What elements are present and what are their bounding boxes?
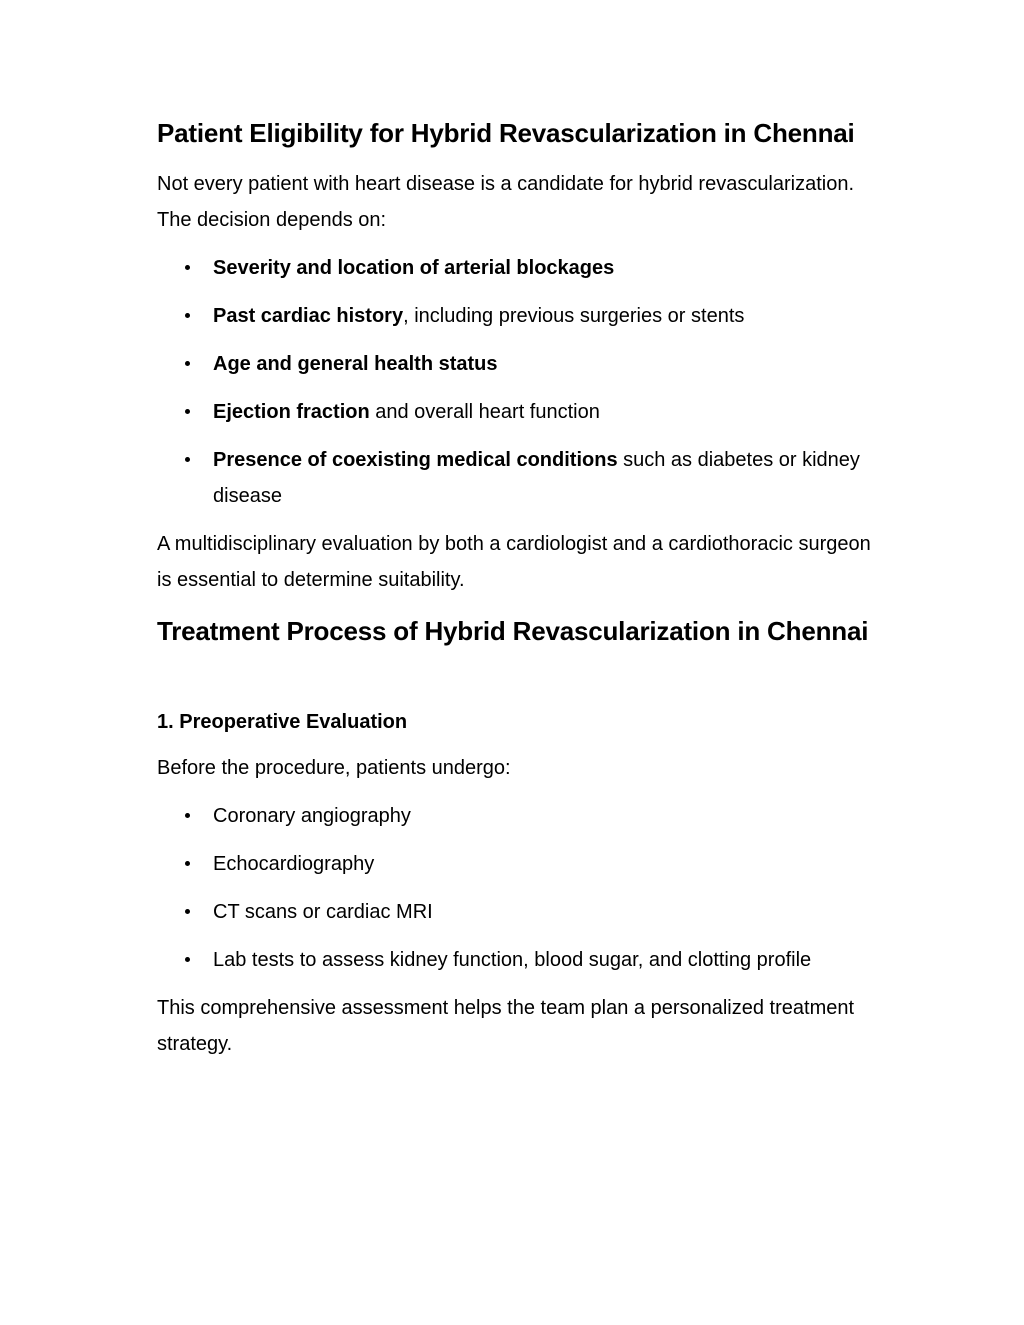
bullet-icon [185,409,190,414]
criterion-bold-text: Ejection fraction [213,401,370,423]
bullet-icon [185,265,190,270]
eligibility-closing-paragraph: A multidisciplinary evaluation by both a cardiologist and a cardiothoracic surgeon is essential to determine suitability. [157,533,871,591]
bullet-icon [185,861,190,866]
criterion-bold-text: Severity and location of arterial blockages [213,257,615,279]
section-heading-treatment-process: Treatment Process of Hybrid Revascularization in Chennai [157,616,869,646]
test-text: Echocardiography [213,853,375,875]
test-text: Lab tests to assess kidney function, blood sugar, and clotting profile [213,949,812,971]
document-page [157,110,877,1062]
test-text: Coronary angiography [213,805,411,827]
list-item [157,442,877,514]
criterion-bold-text: Past cardiac history [213,305,404,327]
bullet-icon [185,909,190,914]
subsection-heading-preoperative: 1. Preoperative Evaluation [157,711,408,733]
eligibility-intro-paragraph: Not every patient with heart disease is a candidate for hybrid revascularization. The decision depends on: [157,173,855,231]
criterion-rest-text: and overall heart function [369,401,600,423]
bullet-icon [185,457,190,462]
criterion-bold-text: Presence of coexisting medical conditions [213,449,618,471]
eligibility-criteria-list [157,250,877,514]
list-item [157,346,877,382]
preoperative-intro-paragraph: Before the procedure, patients undergo: [157,757,511,779]
preoperative-tests-list [157,798,877,978]
list-item [157,894,877,930]
bullet-icon [185,957,190,962]
list-item [157,798,877,834]
bullet-icon [185,313,190,318]
test-text: CT scans or cardiac MRI [213,901,433,923]
list-item [157,250,877,286]
bullet-icon [185,361,190,366]
list-item [157,846,877,882]
preoperative-closing-paragraph: This comprehensive assessment helps the team plan a personalized treatment strategy. [157,997,855,1055]
criterion-rest-text: such as diabetes or kidney disease [213,449,860,507]
list-item [157,394,877,430]
list-item [157,942,877,978]
criterion-rest-text: , including previous surgeries or stents [403,305,745,327]
list-item [157,298,877,334]
criterion-bold-text: Age and general health status [213,353,498,375]
bullet-icon [185,813,190,818]
section-heading-eligibility: Patient Eligibility for Hybrid Revascularization in Chennai [157,118,855,148]
